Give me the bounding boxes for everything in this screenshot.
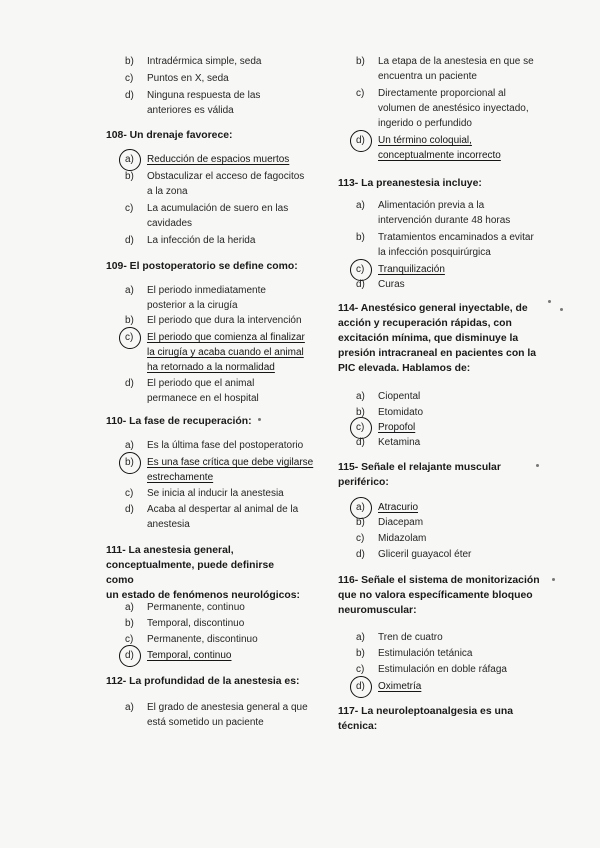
question-108: 108- Un drenaje favorece:	[106, 130, 233, 141]
question-114: 114- Anestésico general inyectable, de acción y recuperación rápidas, con excitación mínima, que disminuye la presión intracraneal en pacientes con la PIC elevada. Hablamos de:	[338, 303, 537, 374]
scan-speck	[258, 418, 261, 421]
question-113: 113- La preanestesia incluye:	[338, 178, 482, 189]
question-109: 109- El postoperatorio se define como:	[106, 261, 298, 272]
question-117: 117- La neuroleptoanalgesia es una técnica:	[338, 706, 513, 732]
question-111: 111- La anestesia general, conceptualmente, puede definirse como un estado de fenómenos neurológicos:	[106, 545, 300, 601]
scan-speck	[552, 578, 555, 581]
question-112: 112- La profundidad de la anestesia es:	[106, 676, 300, 687]
scan-speck	[560, 308, 563, 311]
scan-speck	[548, 300, 551, 303]
question-116: 116- Señale el sistema de monitorización que no valora específicamente bloqueo neuromuscular:	[338, 575, 540, 616]
question-110: 110- La fase de recuperación:	[106, 416, 252, 427]
scan-speck	[536, 464, 539, 467]
question-115: 115- Señale el relajante muscular periférico:	[338, 462, 501, 488]
